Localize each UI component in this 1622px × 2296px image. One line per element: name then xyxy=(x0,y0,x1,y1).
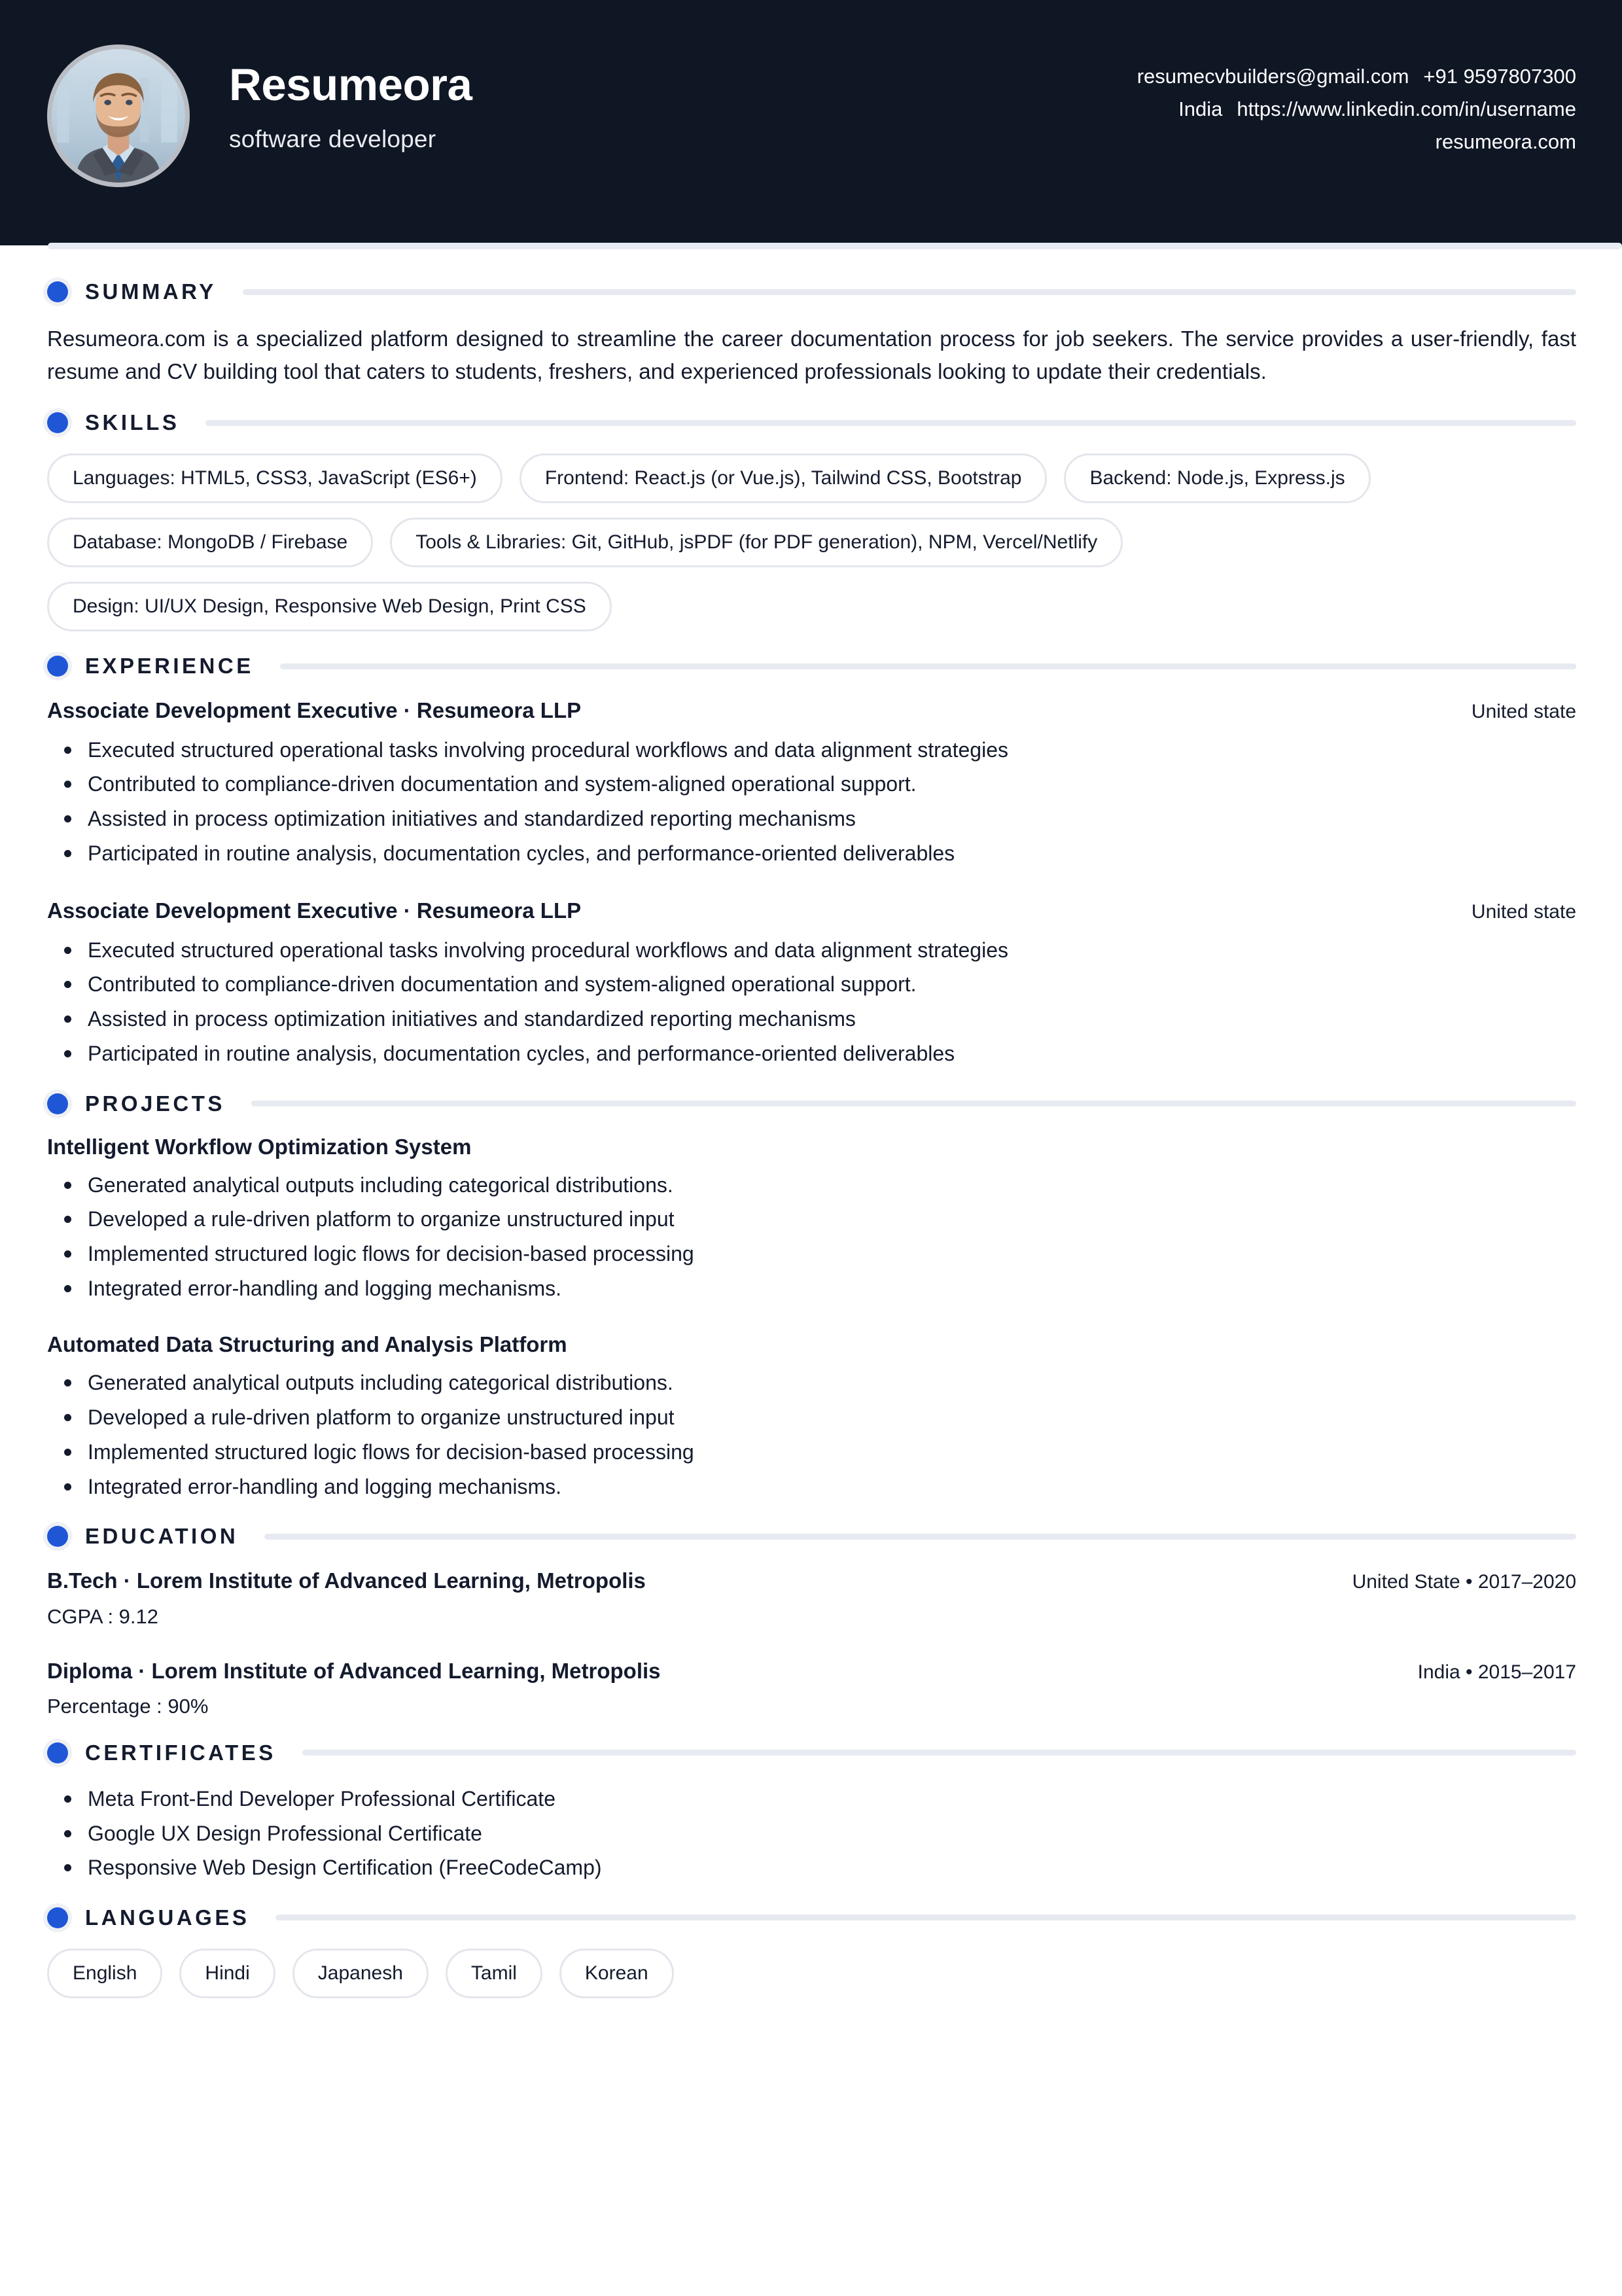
list-item: Developed a rule-driven platform to organize unstructured input xyxy=(47,1402,1576,1433)
skills-pill-list xyxy=(47,453,1576,631)
list-item: Contributed to compliance-driven documentation and system-aligned operational support. xyxy=(47,769,1576,800)
section-rule xyxy=(243,289,1576,295)
list-item: Assisted in process optimization initiatives and standardized reporting mechanisms xyxy=(47,804,1576,834)
language-pill: Tamil xyxy=(446,1949,542,1998)
person-portrait-photo-icon xyxy=(52,49,185,183)
phone-text[interactable]: +91 9597807300 xyxy=(1423,65,1576,88)
job-role: software developer xyxy=(229,126,436,153)
list-item: Participated in routine analysis, documentation cycles, and performance-oriented deliverables xyxy=(47,1038,1576,1069)
list-item: Developed a rule-driven platform to organize unstructured input xyxy=(47,1204,1576,1235)
section-title: SKILLS xyxy=(85,410,180,435)
header-divider xyxy=(48,243,1622,249)
list-item: Generated analytical outputs including categorical distributions. xyxy=(47,1170,1576,1201)
section-title: EDUCATION xyxy=(85,1524,239,1549)
section-languages xyxy=(47,1905,1576,1998)
section-bullet-icon xyxy=(47,1526,68,1547)
project-bullets xyxy=(47,1368,1576,1502)
education-meta: India • 2015–2017 xyxy=(1417,1661,1576,1683)
entry-header xyxy=(47,897,1576,924)
section-bullet-icon xyxy=(47,656,68,677)
section-rule xyxy=(251,1101,1576,1106)
resume-body xyxy=(0,245,1622,2038)
language-pill: English xyxy=(47,1949,162,1998)
list-item: Google UX Design Professional Certificate xyxy=(47,1818,1576,1849)
section-title: SUMMARY xyxy=(85,279,217,304)
list-item: Assisted in process optimization initiatives and standardized reporting mechanisms xyxy=(47,1004,1576,1034)
certificate-list xyxy=(47,1784,1576,1883)
summary-text: Resumeora.com is a specialized platform designed to streamline the career documentation process for job seekers. The service provides a user-friendly, fast resume and CV building tool that caters to students, freshers, and experienced professionals looking to update their credentials. xyxy=(47,327,1576,384)
section-certificates xyxy=(47,1740,1576,1883)
contact-row-1 xyxy=(1137,60,1576,93)
experience-title: Associate Development Executive · Resumeora LLP xyxy=(47,698,582,723)
section-projects xyxy=(47,1091,1576,1502)
skill-pill: Tools & Libraries: Git, GitHub, jsPDF (for PDF generation), NPM, Vercel/Netlify xyxy=(390,518,1123,567)
email-text[interactable]: resumecvbuilders@gmail.com xyxy=(1137,65,1409,88)
project-entry xyxy=(47,1332,1576,1502)
section-title: LANGUAGES xyxy=(85,1905,250,1930)
experience-location: United state xyxy=(1471,701,1576,723)
section-title: PROJECTS xyxy=(85,1091,225,1116)
skill-pill: Database: MongoDB / Firebase xyxy=(47,518,373,567)
section-rule xyxy=(205,420,1576,426)
section-bullet-icon xyxy=(47,1907,68,1928)
language-pill-list xyxy=(47,1949,1576,1998)
education-entry xyxy=(47,1567,1576,1628)
resume-header xyxy=(0,0,1622,245)
section-header-languages xyxy=(47,1905,1576,1930)
language-pill: Hindi xyxy=(179,1949,275,1998)
contact-row-3 xyxy=(1137,126,1576,158)
section-experience xyxy=(47,654,1576,1069)
list-item: Meta Front-End Developer Professional Certificate xyxy=(47,1784,1576,1814)
entry-header xyxy=(47,1567,1576,1594)
page-title: Resumeora xyxy=(229,60,472,110)
section-header-projects xyxy=(47,1091,1576,1116)
section-skills xyxy=(47,410,1576,631)
section-bullet-icon xyxy=(47,1093,68,1114)
section-header-certificates xyxy=(47,1740,1576,1765)
list-item: Integrated error-handling and logging mechanisms. xyxy=(47,1472,1576,1502)
language-pill: Korean xyxy=(559,1949,674,1998)
section-bullet-icon xyxy=(47,412,68,433)
section-header-education xyxy=(47,1524,1576,1549)
list-item: Contributed to compliance-driven documentation and system-aligned operational support. xyxy=(47,969,1576,1000)
contact-block xyxy=(1137,44,1576,159)
skill-pill: Frontend: React.js (or Vue.js), Tailwind CSS, Bootstrap xyxy=(520,453,1048,503)
section-header-summary xyxy=(47,279,1576,304)
experience-bullets xyxy=(47,735,1576,869)
project-bullets xyxy=(47,1170,1576,1304)
experience-entry xyxy=(47,697,1576,868)
list-item: Integrated error-handling and logging mechanisms. xyxy=(47,1273,1576,1304)
list-item: Responsive Web Design Certification (FreeCodeCamp) xyxy=(47,1852,1576,1883)
list-item: Generated analytical outputs including categorical distributions. xyxy=(47,1368,1576,1398)
list-item: Participated in routine analysis, documentation cycles, and performance-oriented deliverables xyxy=(47,838,1576,869)
experience-title: Associate Development Executive · Resumeora LLP xyxy=(47,898,582,923)
website-link[interactable]: resumeora.com xyxy=(1435,130,1576,154)
education-entry xyxy=(47,1657,1576,1718)
list-item: Executed structured operational tasks involving procedural workflows and data alignment strategies xyxy=(47,935,1576,966)
list-item: Executed structured operational tasks involving procedural workflows and data alignment strategies xyxy=(47,735,1576,766)
contact-row-2 xyxy=(1137,93,1576,126)
education-detail: Percentage : 90% xyxy=(47,1694,209,1718)
project-title: Intelligent Workflow Optimization System xyxy=(47,1134,472,1159)
section-title: CERTIFICATES xyxy=(85,1740,276,1765)
education-title: Diploma · Lorem Institute of Advanced Learning, Metropolis xyxy=(47,1658,661,1683)
list-item: Implemented structured logic flows for decision-based processing xyxy=(47,1239,1576,1269)
avatar xyxy=(47,44,190,187)
identity-block xyxy=(229,44,1137,153)
education-detail: CGPA : 9.12 xyxy=(47,1604,159,1628)
education-title: B.Tech · Lorem Institute of Advanced Learning, Metropolis xyxy=(47,1568,646,1593)
section-rule xyxy=(280,663,1576,669)
education-meta: United State • 2017–2020 xyxy=(1352,1571,1576,1593)
section-education xyxy=(47,1524,1576,1718)
language-pill: Japanesh xyxy=(292,1949,429,1998)
linkedin-link[interactable]: https://www.linkedin.com/in/username xyxy=(1237,97,1576,121)
skill-pill: Design: UI/UX Design, Responsive Web Design, Print CSS xyxy=(47,582,612,631)
section-summary xyxy=(47,279,1576,388)
section-header-skills xyxy=(47,410,1576,435)
section-header-experience xyxy=(47,654,1576,679)
section-rule xyxy=(264,1534,1576,1540)
section-rule xyxy=(275,1915,1576,1920)
entry-header xyxy=(47,697,1576,724)
list-item: Implemented structured logic flows for decision-based processing xyxy=(47,1437,1576,1468)
entry-header xyxy=(47,1657,1576,1684)
skill-pill: Languages: HTML5, CSS3, JavaScript (ES6+) xyxy=(47,453,502,503)
section-rule xyxy=(302,1750,1576,1756)
project-title: Automated Data Structuring and Analysis Platform xyxy=(47,1332,567,1357)
section-bullet-icon xyxy=(47,281,68,302)
section-bullet-icon xyxy=(47,1742,68,1763)
experience-location: United state xyxy=(1471,901,1576,923)
skill-pill: Backend: Node.js, Express.js xyxy=(1064,453,1370,503)
experience-entry xyxy=(47,897,1576,1069)
section-title: EXPERIENCE xyxy=(85,654,254,679)
project-entry xyxy=(47,1135,1576,1304)
location-text: India xyxy=(1178,97,1223,121)
experience-bullets xyxy=(47,935,1576,1069)
